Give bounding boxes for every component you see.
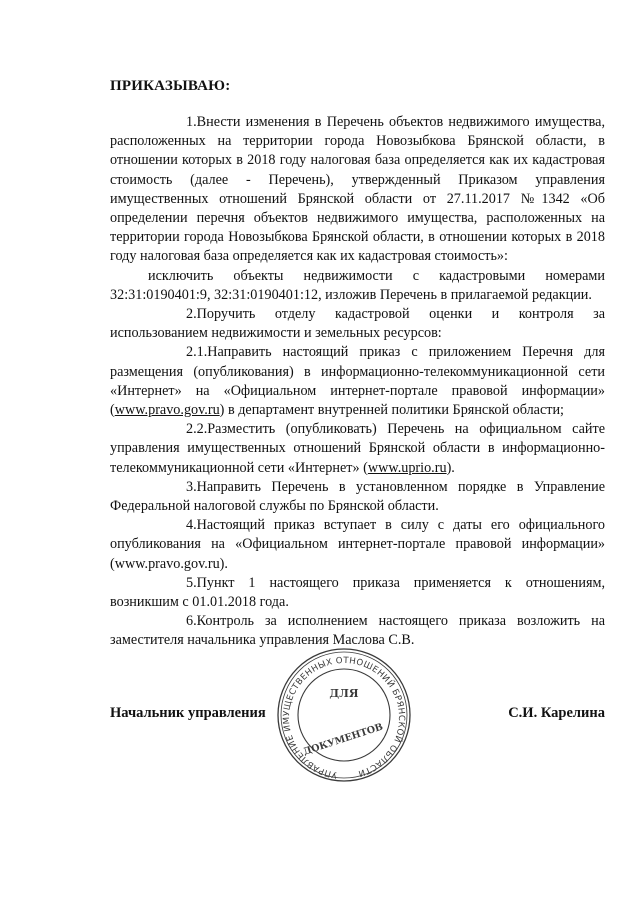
- stamp-center-top: ДЛЯ: [329, 687, 359, 700]
- item-3: [110, 478, 605, 516]
- order-heading: ПРИКАЗЫВАЮ:: [110, 78, 231, 94]
- item-text-before: Разместить (опубликовать) Перечень на официальном сайте управления имущественных отношений Брянской области в информационно-телекоммуникационной сети «Интернет» (: [110, 421, 605, 476]
- item-text: Внести изменения в Перечень объектов недвижимого имущества, расположенных на территории города Новозыбкова Брянской области, в отношении которых в 2018 году налоговая база определяется как их кадастровая стоимость (далее - Перечень), утвержденный Приказом управления имущественных отношений Брянской области от 27.11.2017 №1342 «Об определении перечня объектов недвижимого имущества, расположенных на территории города Новозыбкова Брянской области, в отношении которых в 2018 году налоговая база определяется как их кадастровая стоимость»:: [110, 114, 605, 265]
- item-1: [110, 113, 605, 267]
- item-5: [110, 574, 605, 612]
- signer-title: Начальник управления: [110, 705, 266, 721]
- stamp-center-bottom: ДОКУМЕНТОВ: [301, 721, 385, 758]
- item-4: [110, 516, 605, 574]
- item-text: Поручить отделу кадастровой оценки и контроля за использованием недвижимости и земельных ресурсов:: [110, 306, 605, 342]
- item-number: 2.: [186, 306, 197, 323]
- item-text: Настоящий приказ вступает в силу с даты его официального опубликования на «Официальном интернет-портале правовой информации» (www.pravo.gov.ru).: [110, 517, 605, 572]
- item-1-exclusion: [110, 267, 605, 305]
- item-number: 2.1.: [186, 344, 208, 361]
- item-text: исключить объекты недвижимости с кадастровыми номерами 32:31:0190401:9, 32:31:0190401:12, изложив Перечень в прилагаемой редакции.: [110, 267, 605, 303]
- item-text-after: ) в департамент внутренней политики Брянской области;: [219, 402, 564, 419]
- item-number: 6.: [186, 613, 197, 630]
- item-2-1: [110, 343, 605, 420]
- item-number: 5.: [186, 574, 197, 591]
- signer-name: С.И. Карелина: [508, 705, 605, 721]
- item-text-before: Направить настоящий приказ с приложением Перечня для размещения (опубликования) в информационно-телекоммуникационной сети «Интернет» на «Официальном интернет-портале правовой информации» (: [110, 344, 605, 419]
- item-number: 1.: [186, 114, 197, 130]
- item-2: [110, 305, 605, 343]
- stamp-ring-text: УПРАВЛЕНИЕ ИМУЩЕСТВЕННЫХ ОТНОШЕНИЙ БРЯНСКОЙ ОБЛАСТИ: [281, 655, 407, 780]
- item-number: 4.: [186, 517, 197, 534]
- item-text-after: ).: [446, 459, 455, 476]
- item-text: Пункт 1 настоящего приказа применяется к отношениям, возникшим с 01.01.2018 года.: [110, 574, 605, 611]
- pravo-link[interactable]: www.pravo.gov.ru: [114, 402, 220, 419]
- official-stamp-icon: [272, 645, 417, 785]
- order-body: [110, 113, 605, 651]
- item-number: 3.: [186, 478, 197, 495]
- item-text: Контроль за исполнением настоящего приказа возложить на заместителя начальника управления Маслова С.В.: [110, 613, 605, 649]
- item-2-2: [110, 420, 605, 478]
- item-number: 2.2.: [186, 421, 208, 438]
- uprio-link[interactable]: www.uprio.ru: [367, 459, 447, 476]
- item-text: Направить Перечень в установленном порядке в Управление Федеральной налоговой службы по Брянской области.: [110, 478, 605, 515]
